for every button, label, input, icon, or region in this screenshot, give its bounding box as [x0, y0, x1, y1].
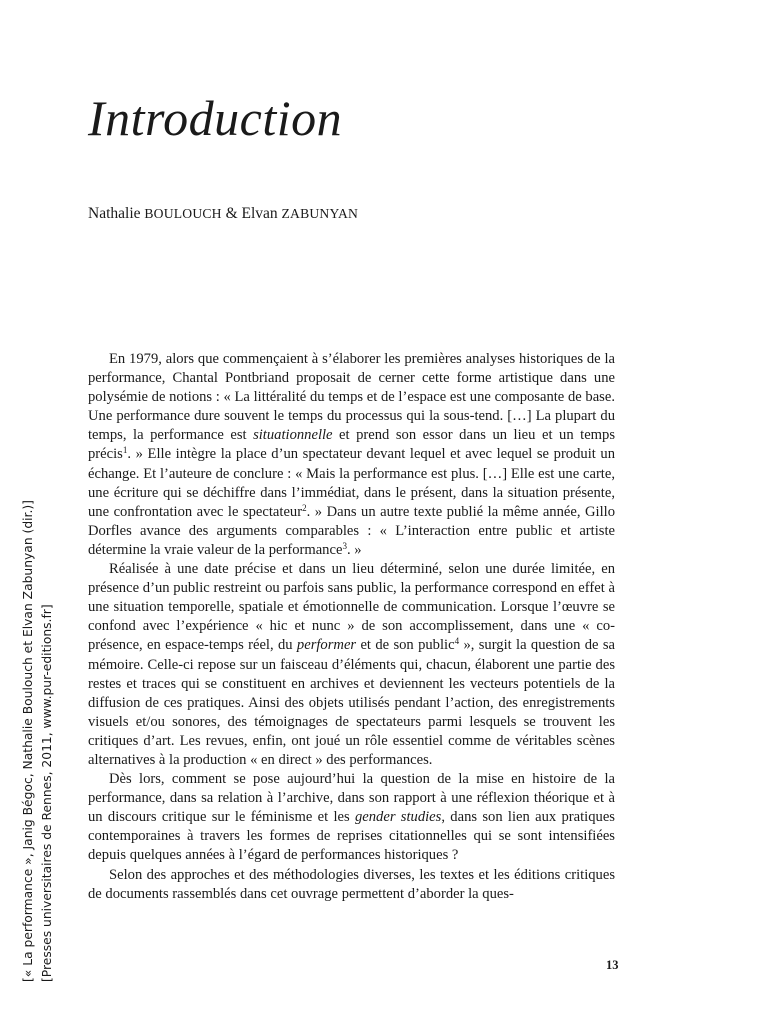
author-1-last-name: BOULOUCH: [144, 206, 222, 221]
footnote-ref-2[interactable]: 2: [302, 502, 307, 513]
paragraph-text: Selon des approches et des méthodologies diverses, les textes et les éditions critiques de documents rassemblés dans cet ouvrage permettent d’aborder la ques-: [88, 866, 615, 902]
paragraph-1: [88, 350, 615, 560]
chapter-authors: [88, 204, 358, 224]
author-separator: & Elvan: [221, 205, 282, 222]
side-credit-line-1: [« La performance », Janig Bégoc, Nathalie Boulouch et Elvan Zabunyan (dir.)]: [21, 500, 35, 982]
author-2-last-name: ZABUNYAN: [281, 206, 359, 221]
paragraph-text: Dès lors, comment se pose aujourd’hui la question de la mise en histoire de la performance, dans sa relation à l’archive, dans son rapport à une réflexion théorique et à un discours critique sur le féminisme et les: [88, 771, 615, 826]
paragraph-3: [88, 770, 615, 865]
paragraph-text: . »: [346, 541, 362, 558]
paragraph-text: En 1979, alors que commençaient à s’élaborer les premières analyses historiques de la performance, Chantal Pontbriand proposait de cerner cette forme artistique dans une polysémie de notions : « La littéralité du temps et de l’espace est une composante de base. Une performance dure souvent le temps du processus qui la sous-tend. […] La plupart du temps, la performance est: [88, 351, 615, 444]
paragraph-text: », surgit la question de sa mémoire. Celle-ci repose sur un faisceau d’éléments qui, chacun, élaborent une partie des restes et traces qui se constituent en archives et deviennent les vecteurs potentiels de la diffusion de ces pratiques. Ainsi des objets utilisés pendant l’action, des enregistrements visuels et/ou sonores, des témoignages de spectateurs parmi lesquels se trouvent les critiques d’art. Les revues, enfin, ont joué un rôle essentiel comme de véritables scènes alternatives à la production « en direct » des performances.: [88, 637, 616, 768]
footnote-ref-3[interactable]: 3: [342, 540, 347, 551]
page-number: 13: [606, 958, 619, 972]
paragraph-2: [88, 560, 615, 770]
paragraph-text: et prend son essor dans un lieu et un temps précis: [88, 427, 615, 463]
paragraph-text: , dans son lien aux pratiques contemporaines à travers les formes de reprises citationnelles qui se sont intensifiées depuis quelques années à l’égard de performances historiques ?: [88, 809, 615, 864]
side-credit-line-2: [Presses universitaires de Rennes, 2011, www.pur-editions.fr]: [40, 604, 54, 982]
paragraph-text: . » Elle intègre la place d’un spectateur devant lequel et avec lequel se produit un échange. Et l’auteure de conclure : « Mais la performance est plus. […] Elle est une carte, une écriture qui se déchiffre dans l’immédiat, dans le présent, dans la situation présente, une confrontation avec le spectateur: [88, 446, 615, 520]
paragraph-text: Réalisée à une date précise et dans un lieu déterminé, selon une durée limitée, en présence d’un public restreint ou parfois sans public, la performance correspond en effet à une situation temporelle, spatiale et émotionnelle de communication. Lorsque l’œuvre se confond avec l’expérience « hic et nunc » de son accomplissement, dans une « co-présence, en espace-temps réel, du: [88, 561, 615, 654]
footnote-ref-1[interactable]: 1: [122, 445, 128, 456]
paragraph-text: . » Dans un autre texte publié la même année, Gillo Dorfles avance des arguments comparables : « L’interaction entre public et artiste détermine la vraie valeur de la performance: [88, 503, 615, 558]
paragraph-text: et de son public: [356, 637, 455, 654]
italic-term: performer: [296, 637, 357, 654]
italic-term: situationnelle: [253, 427, 333, 444]
chapter-title: Introduction: [88, 90, 343, 146]
author-1-first-name: Nathalie: [88, 205, 145, 222]
body-text: [88, 350, 615, 904]
side-credit: [19, 462, 57, 982]
footnote-ref-4[interactable]: 4: [454, 636, 460, 647]
paragraph-4: [88, 866, 615, 904]
italic-term: gender studies: [354, 809, 442, 826]
